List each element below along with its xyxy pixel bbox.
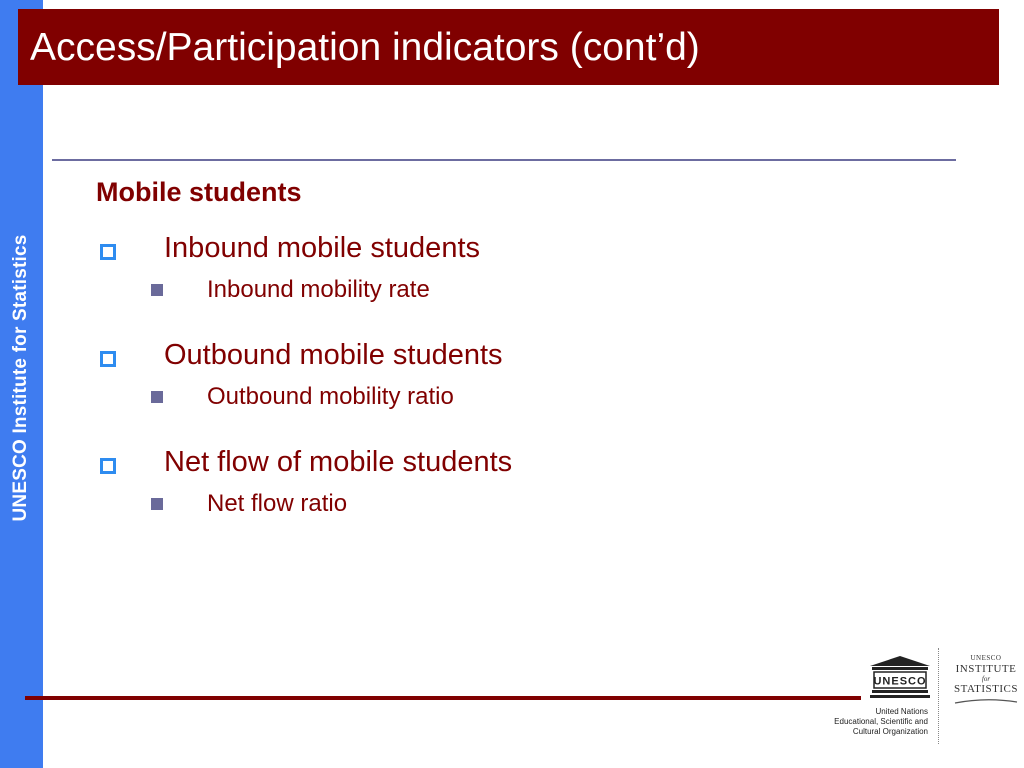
uis-swoosh-icon [953, 697, 1019, 705]
sub-list-item-label: Inbound mobility rate [207, 276, 430, 303]
top-divider [52, 159, 956, 161]
unesco-caption-line: United Nations [875, 707, 928, 716]
unesco-caption [812, 707, 928, 737]
sidebar [0, 0, 43, 768]
uis-logo-line: for [981, 675, 991, 683]
uis-logo-line: UNESCO [970, 654, 1002, 662]
uis-logo-line: STATISTICS [953, 683, 1019, 695]
list-item-label: Outbound mobile students [164, 339, 503, 371]
sub-list-item-label: Outbound mobility ratio [207, 383, 454, 410]
sidebar-label: UNESCO Institute for Statistics [10, 234, 31, 522]
filled-square-bullet-icon [151, 391, 163, 403]
unesco-caption-line: Educational, Scientific and [834, 717, 928, 726]
bottom-divider [25, 696, 861, 700]
unesco-caption-line: Cultural Organization [852, 727, 928, 736]
slide-title: Access/Participation indicators (cont’d) [30, 25, 700, 69]
sub-list-item [96, 492, 956, 547]
uis-logo [950, 654, 1022, 705]
filled-square-bullet-icon [151, 498, 163, 510]
filled-square-bullet-icon [151, 284, 163, 296]
square-bullet-icon [100, 458, 116, 474]
section-heading: Mobile students [96, 177, 302, 207]
list-item [96, 226, 956, 278]
sub-list-item-label: Net flow ratio [207, 490, 348, 517]
uis-logo-line: INSTITUTE [955, 663, 1017, 675]
square-bullet-icon [100, 244, 116, 260]
title-bar [18, 9, 999, 85]
list-item-label: Inbound mobile students [164, 232, 480, 264]
sub-list-item [96, 278, 956, 333]
sub-list-item [96, 385, 956, 440]
list-item [96, 440, 956, 492]
square-bullet-icon [100, 351, 116, 367]
slide-content [96, 172, 956, 547]
list-item-label: Net flow of mobile students [164, 446, 513, 478]
logo-divider [938, 648, 939, 744]
list-item [96, 333, 956, 385]
unesco-temple-logo-icon [868, 654, 932, 700]
unesco-wordmark: UNESCO [873, 675, 927, 688]
